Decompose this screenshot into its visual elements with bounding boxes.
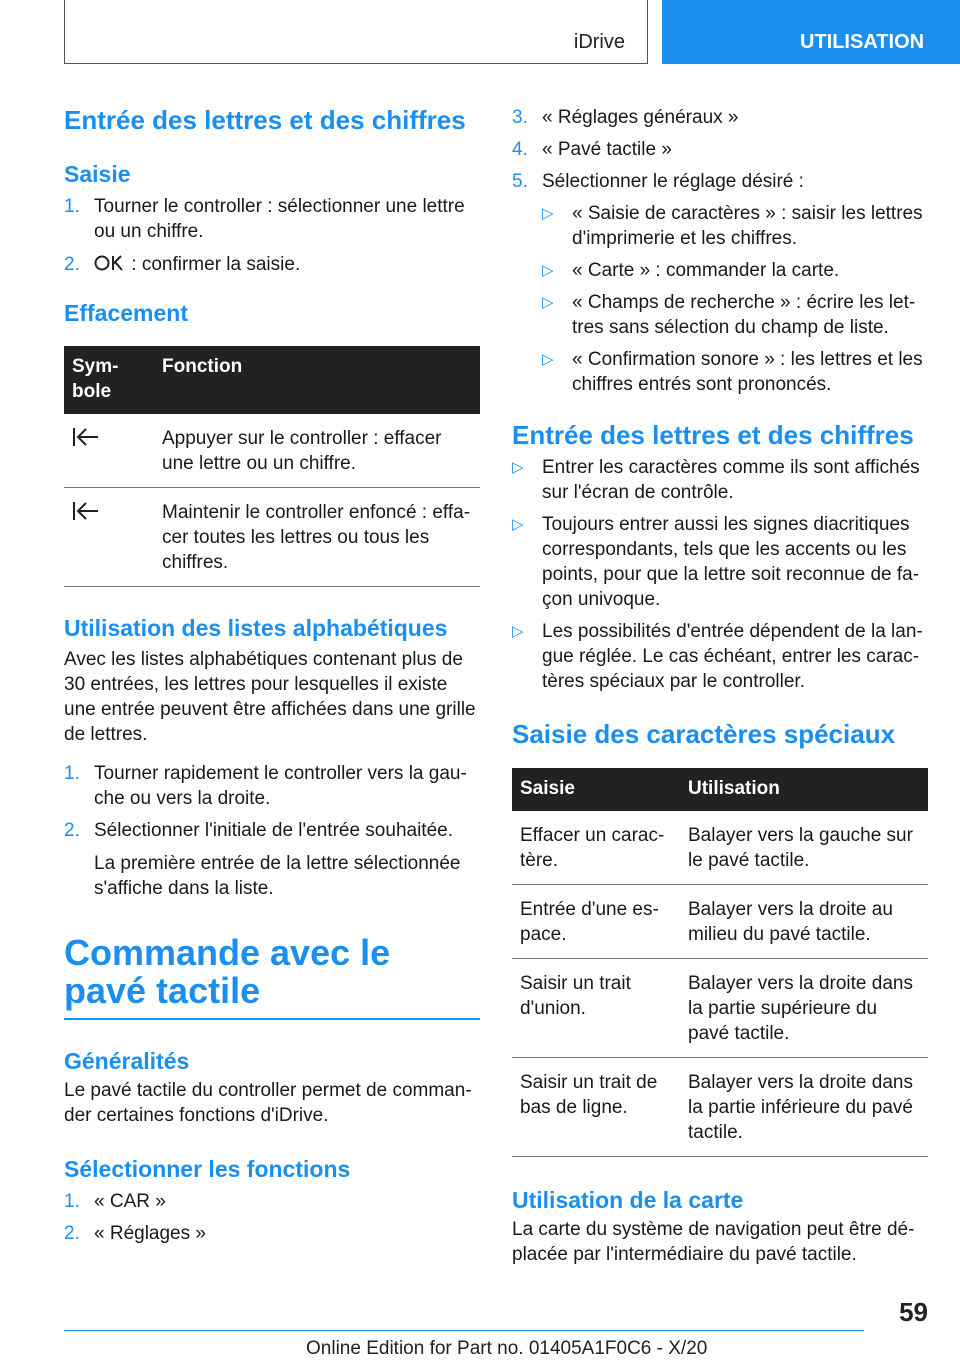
listes-steps (64, 761, 480, 843)
bullet-text: Les possibilités d'entrée dépendent de la lan- gue réglée. Le cas échéant, entrer les carac- tères spéciaux par le controller. (542, 621, 923, 692)
saisie-steps (64, 194, 480, 277)
triangle-bullet-icon: ▷ (542, 205, 554, 222)
step-text: : confirmer la saisie. (126, 254, 301, 275)
table-row (512, 811, 928, 885)
triangle-bullet-icon: ▷ (542, 351, 554, 368)
table-cell: Balayer vers la gauche sur le pavé tactile. (680, 811, 928, 885)
reglages-steps (512, 105, 928, 194)
step-number: 2. (64, 254, 80, 275)
page-number: 59 (899, 1297, 928, 1327)
bullet-text: « Carte » : commander la carte. (572, 260, 840, 281)
step-text: Tourner le controller : sélectionner une lettre ou un chiffre. (94, 196, 465, 242)
step-number: 2. (64, 820, 80, 841)
table-row (512, 959, 928, 1058)
step-number: 1. (64, 763, 80, 784)
heading-selectionner: Sélectionner les fonctions (64, 1156, 351, 1182)
table-row (64, 488, 480, 587)
backspace-icon (64, 488, 154, 587)
list-item (64, 818, 480, 843)
footer-rule (64, 1330, 864, 1331)
list-item (512, 455, 928, 505)
heading-entree: Entrée des lettres et des chiffres (64, 105, 466, 135)
list-item (542, 201, 928, 251)
step-text: « CAR » (94, 1191, 166, 1212)
step-number: 5. (512, 171, 528, 192)
bullet-text: Toujours entrer aussi les signes diacritiques correspondants, tels que les accents ou les points, pour que la lettre soit reconnue de fa- çon univoque. (542, 514, 920, 610)
heading-carte: Utilisation de la carte (512, 1187, 744, 1213)
carte-text: La carte du système de navigation peut être dé- placée par l'intermédiaire du pavé tactile. (512, 1219, 915, 1265)
list-item (64, 1189, 480, 1214)
list-item (512, 105, 928, 130)
list-item (64, 252, 480, 277)
right-column (512, 100, 928, 1267)
ok-icon (94, 253, 126, 273)
section-title: iDrive (573, 31, 625, 53)
effacement-table (64, 346, 480, 587)
table-cell: Balayer vers la droite dans la partie supérieure du pavé tactile. (680, 959, 928, 1058)
backspace-icon (64, 414, 154, 488)
table-cell: Saisir un trait de bas de ligne. (512, 1058, 680, 1157)
speciaux-table (512, 768, 928, 1157)
listes-note: La première entrée de la lettre sélectionnée s'affiche dans la liste. (94, 853, 461, 899)
generalites-text: Le pavé tactile du controller permet de comman- der certaines fonctions d'iDrive. (64, 1080, 472, 1126)
list-item (512, 512, 928, 612)
bullet-text: « Champs de recherche » : écrire les let- tres sans sélection du champ de liste. (572, 292, 916, 338)
step-text: « Pavé tactile » (542, 139, 672, 160)
step-text: Sélectionner le réglage désiré : (542, 171, 804, 192)
section-rule (64, 1018, 480, 1020)
triangle-bullet-icon: ▷ (542, 294, 554, 311)
footer-edition: Online Edition for Part no. 01405A1F0C6 - X/20 (306, 1338, 708, 1359)
step-text: « Réglages généraux » (542, 107, 739, 128)
table-cell: Entrée d'une es- pace. (512, 885, 680, 959)
chapter-tab: UTILISATION (662, 0, 960, 64)
step-number: 2. (64, 1223, 80, 1244)
table-cell: Effacer un carac- tère. (512, 811, 680, 885)
step-number: 1. (64, 196, 80, 217)
list-item (542, 258, 928, 283)
triangle-bullet-icon: ▷ (542, 262, 554, 279)
triangle-bullet-icon: ▷ (512, 623, 524, 640)
table-cell: Balayer vers la droite au milieu du pavé tactile. (680, 885, 928, 959)
list-item (512, 169, 928, 194)
list-item (64, 761, 480, 811)
heading-listes: Utilisation des listes alphabétiques (64, 615, 448, 641)
step-number: 3. (512, 107, 528, 128)
table-header: Saisie (512, 768, 680, 811)
list-item (542, 290, 928, 340)
table-cell: Maintenir le controller enfoncé : effa- cer toutes les lettres ou tous les chiffres. (154, 488, 480, 587)
list-item (542, 347, 928, 397)
table-cell: Balayer vers la droite dans la partie inférieure du pavé tactile. (680, 1058, 928, 1157)
list-item (512, 619, 928, 694)
bullet-text: « Saisie de caractères » : saisir les lettres d'imprimerie et les chiffres. (572, 203, 923, 249)
table-header: Sym- bole (64, 346, 154, 414)
triangle-bullet-icon: ▷ (512, 516, 524, 533)
table-row (512, 1058, 928, 1157)
table-cell: Saisir un trait d'union. (512, 959, 680, 1058)
entree-bullets (512, 455, 928, 694)
step-text: Sélectionner l'initiale de l'entrée souhaitée. (94, 820, 453, 841)
selectionner-steps (64, 1189, 480, 1246)
heading-speciaux: Saisie des caractères spéciaux (512, 719, 896, 749)
list-item (512, 137, 928, 162)
list-item (64, 194, 480, 244)
heading-effacement: Effacement (64, 300, 188, 326)
table-row (64, 414, 480, 488)
heading-generalites: Généralités (64, 1048, 190, 1074)
list-item (64, 1221, 480, 1246)
step-text: Tourner rapidement le controller vers la gau- che ou vers la droite. (94, 763, 467, 809)
heading-saisie: Saisie (64, 161, 131, 187)
triangle-bullet-icon: ▷ (512, 459, 524, 476)
bullet-text: « Confirmation sonore » : les lettres et les chiffres entrés sont prononcés. (572, 349, 923, 395)
header-box (64, 0, 648, 64)
table-cell: Appuyer sur le controller : effacer une lettre ou un chiffre. (154, 414, 480, 488)
table-header: Utilisation (680, 768, 928, 811)
reglages-substeps (542, 201, 928, 397)
heading-pave: Commande avec le pavé tactile (64, 932, 391, 1011)
left-column (64, 100, 480, 1246)
table-row (512, 885, 928, 959)
step-text: « Réglages » (94, 1223, 206, 1244)
table-header: Fonction (154, 346, 480, 414)
listes-intro: Avec les listes alphabétiques contenant plus de 30 entrées, les lettres pour lesquelles il existe une entrée peuvent être affichées dans une grille de lettres. (64, 649, 476, 745)
step-number: 1. (64, 1191, 80, 1212)
step-number: 4. (512, 139, 528, 160)
bullet-text: Entrer les caractères comme ils sont affichés sur l'écran de contrôle. (542, 457, 920, 503)
heading-entree-2: Entrée des lettres et des chiffres (512, 420, 914, 450)
